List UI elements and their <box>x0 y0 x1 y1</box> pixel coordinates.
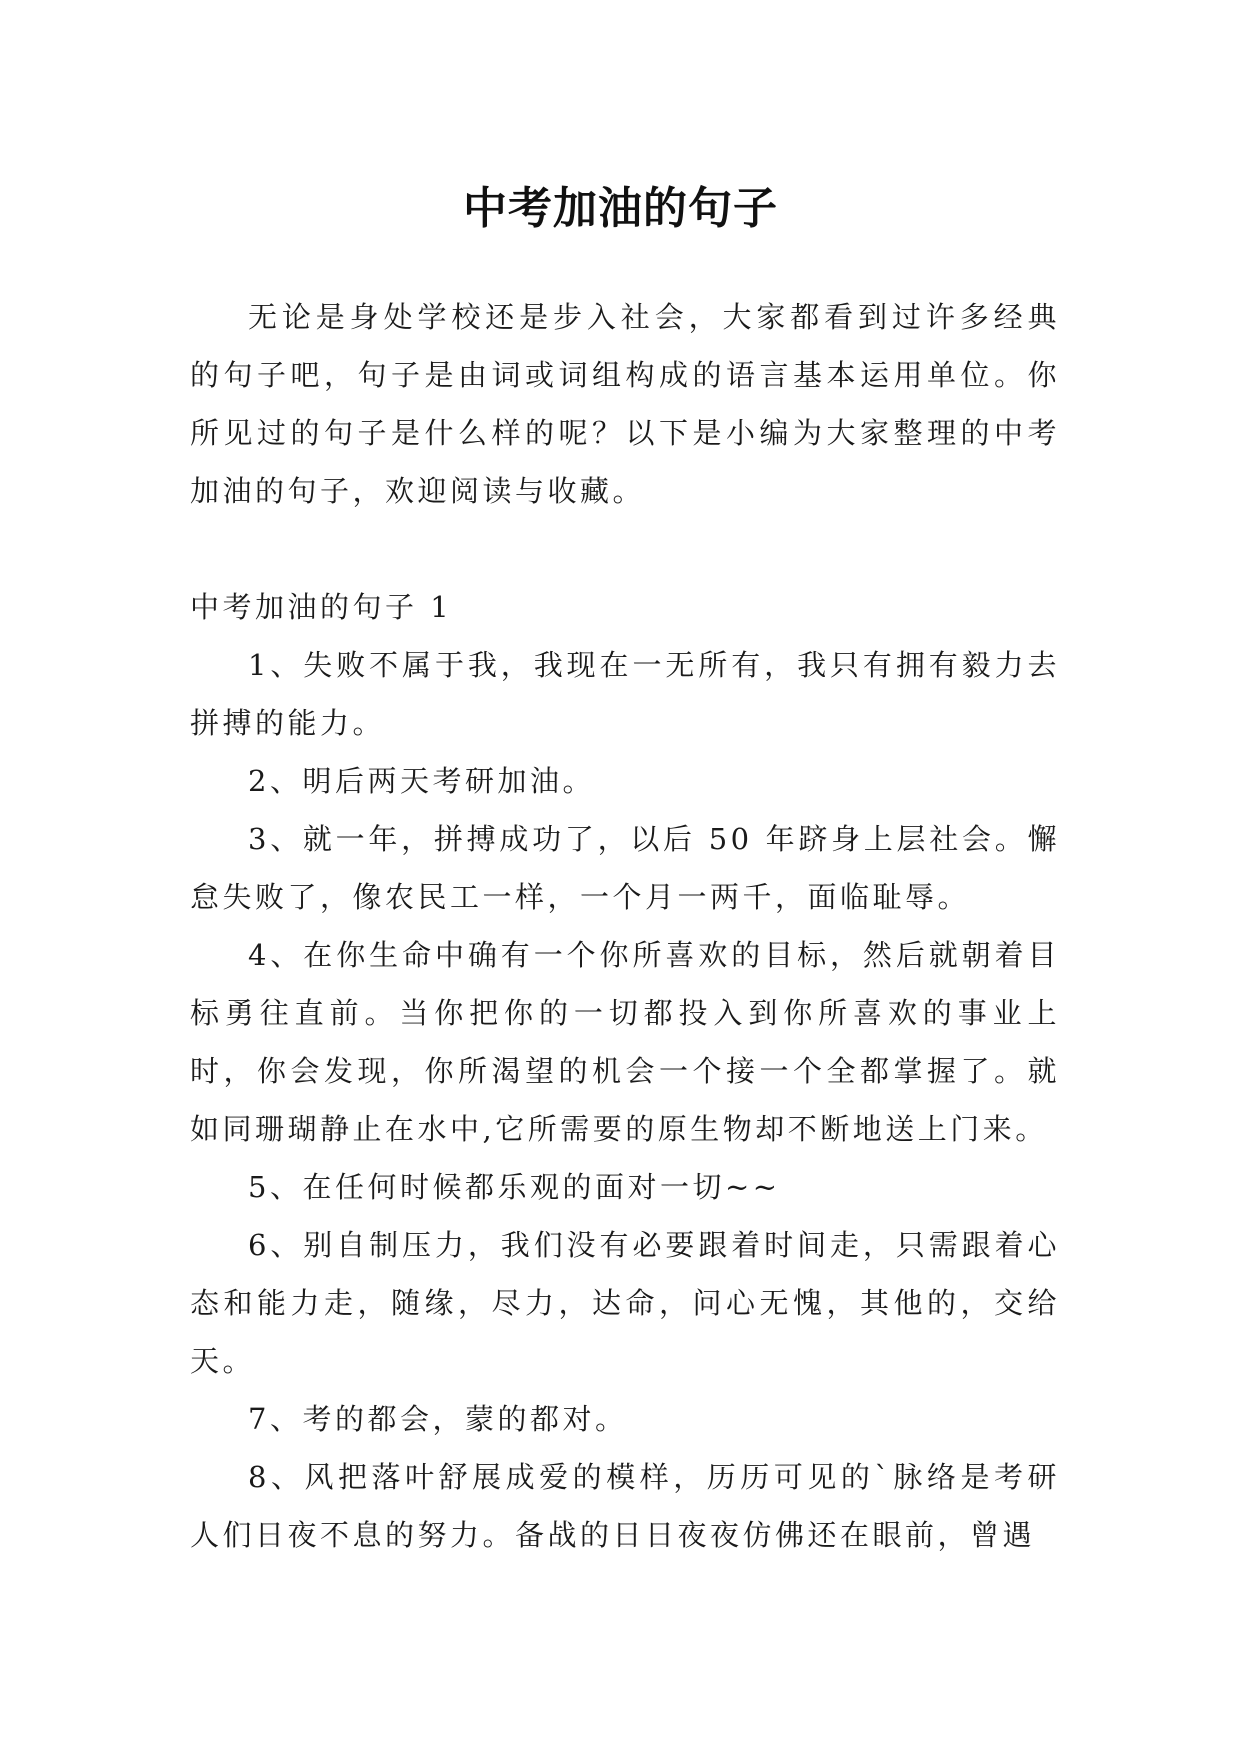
intro-paragraph: 无论是身处学校还是步入社会，大家都看到过许多经典的句子吧，句子是由词或词组构成的语言基本运用单位。你所见过的句子是什么样的呢？以下是小编为大家整理的中考加油的句子，欢迎阅读与收藏。 <box>190 300 1060 508</box>
document-title: 中考加油的句子 <box>463 183 778 235</box>
list-item: 2、明后两天考研加油。 <box>248 764 595 798</box>
list-item: 7、考的都会，蒙的都对。 <box>248 1402 628 1436</box>
list-item: 3、就一年，拼搏成功了，以后 50 年跻身上层社会。懈怠失败了，像农民工一样，一个月一两千，面临耻辱。 <box>190 822 1060 914</box>
document-body <box>190 288 1060 1564</box>
list-item: 1、失败不属于我，我现在一无所有，我只有拥有毅力去拼搏的能力。 <box>190 648 1060 740</box>
list-item: 4、在你生命中确有一个你所喜欢的目标，然后就朝着目标勇往直前。当你把你的一切都投入到你所喜欢的事业上时，你会发现，你所渴望的机会一个接一个全都掌握了。就如同珊瑚静止在水中,它所需要的原生物却不断地送上门来。 <box>190 938 1060 1146</box>
list-item: 5、在任何时候都乐观的面对一切~~ <box>248 1170 781 1204</box>
list-item: 8、风把落叶舒展成爱的模样，历历可见的`脉络是考研人们日夜不息的努力。备战的日日夜夜仿佛还在眼前，曾遇 <box>190 1460 1060 1552</box>
list-item: 6、别自制压力，我们没有必要跟着时间走，只需跟着心态和能力走，随缘，尽力，达命，问心无愧，其他的，交给天。 <box>190 1228 1060 1378</box>
section-heading: 中考加油的句子 1 <box>190 590 453 624</box>
